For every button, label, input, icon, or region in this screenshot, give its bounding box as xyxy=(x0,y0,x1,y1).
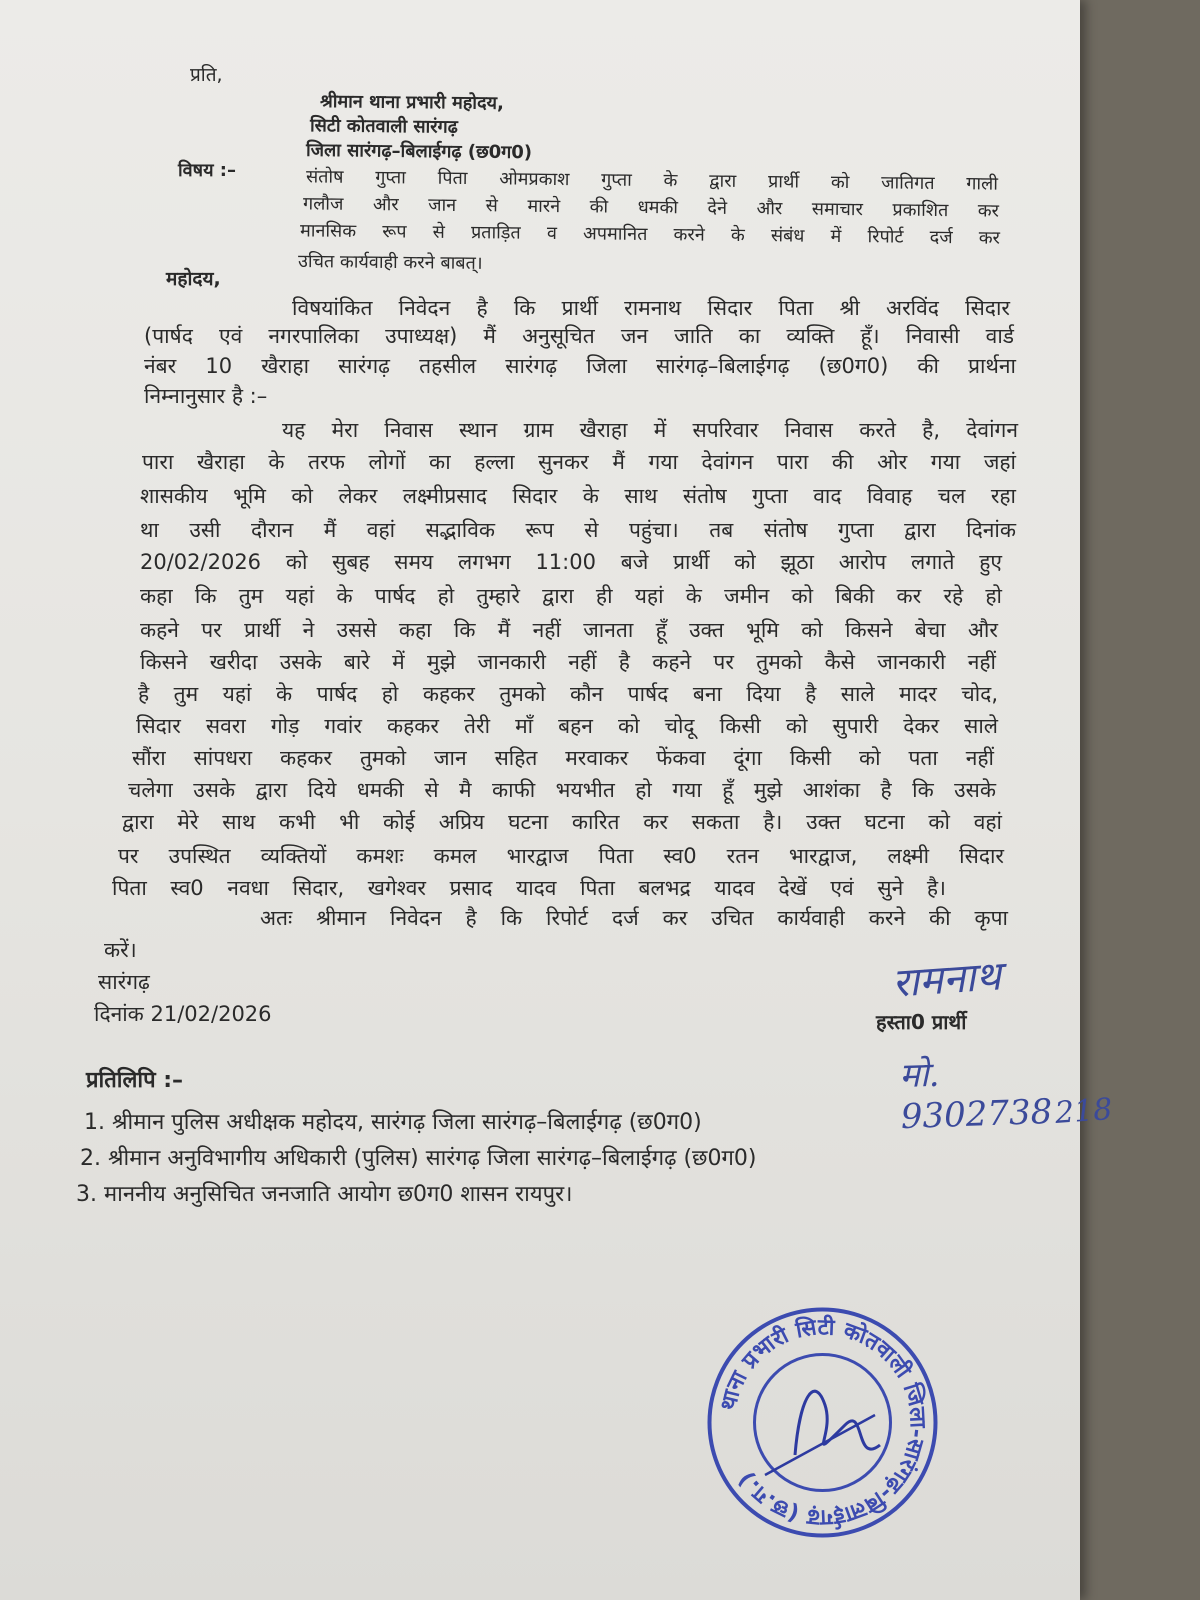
body-line-10: कहा कि तुम यहां के पार्षद हो तुम्हारे द्वारा ही यहां के जमीन को बिकी कर रहे हो xyxy=(140,584,1002,608)
body-line-21: करें। xyxy=(104,938,137,962)
subject-line-2: गलौज और जान से मारने की धमकी देने और समाचार प्रकाशित कर xyxy=(302,193,1000,222)
body-line-15: सौंरा सांपधरा कहकर तुमको जान सहित मरवाकर फेंकवा दूंगा किसी को पता नहीं xyxy=(132,746,994,770)
svg-text:थाना प्रभारी सिटी कोतवाली जिला: थाना प्रभारी सिटी कोतवाली जिला-सारंगढ़-बिलाईगढ़ (छ.ग.) xyxy=(716,1315,930,1530)
handwritten-phone-2: 218 xyxy=(1053,1092,1114,1131)
body-line-3: नंबर 10 खैराहा सारंगढ़ तहसील सारंगढ़ जिला सारंगढ़–बिलाईगढ़ (छ0ग0) की प्रार्थना xyxy=(144,354,1016,378)
body-line-6: पारा खैराहा के तरफ लोगों का हल्ला सुनकर मैं गया देवांगन पारा की ओर गया जहां xyxy=(142,450,1016,474)
body-line-9: 20/02/2026 को सुबह समय लगभग 11:00 बजे प्रार्थी को झूठा आरोप लगाते हुए xyxy=(140,550,1002,574)
official-stamp xyxy=(705,1305,940,1540)
recipient-line-1: श्रीमान थाना प्रभारी महोदय, xyxy=(319,91,504,114)
copy-item-2: 2. श्रीमान अनुविभागीय अधिकारी (पुलिस) सारंगढ़ जिला सारंगढ़–बिलाईगढ़ (छ0ग0) xyxy=(80,1146,757,1171)
recipient-line-3: जिला सारंगढ़–बिलाईगढ़ (छ0ग0) xyxy=(305,139,533,164)
salutation: महोदय, xyxy=(166,268,221,290)
copy-item-1: 1. श्रीमान पुलिस अधीक्षक महोदय, सारंगढ़ जिला सारंगढ़–बिलाईगढ़ (छ0ग0) xyxy=(84,1110,702,1135)
subject-line-1: संतोष गुप्ता पिता ओमप्रकाश गुप्ता के द्वारा प्रार्थी को जातिगत गाली xyxy=(305,166,999,195)
body-line-8: था उसी दौरान मैं वहां सद्भाविक रूप से पहुंचा। तब संतोष गुप्ता द्वारा दिनांक xyxy=(140,518,1016,542)
body-line-2: (पार्षद एवं नगरपालिका उपाध्यक्ष) मैं अनुसूचित जन जाति का व्यक्ति हूँ। निवासी वार्ड xyxy=(144,324,1014,348)
copy-heading: प्रतिलिपि :– xyxy=(86,1068,184,1093)
body-line-16: चलेगा उसके द्वारा दिये धमकी से मै काफी भयभीत हो गया हूँ मुझे आशंका है कि उसके xyxy=(128,778,996,802)
subject-line-3: मानसिक रूप से प्रताड़ित व अपमानित करने के संबंध में रिपोर्ट दर्ज कर xyxy=(299,220,1001,249)
place: सारंगढ़ xyxy=(98,970,150,994)
body-line-7: शासकीय भूमि को लेकर लक्ष्मीप्रसाद सिदार के साथ संतोष गुप्ता वाद विवाह चल रहा xyxy=(140,484,1016,508)
body-line-17: द्वारा मेरे साथ कभी भी कोई अप्रिय घटना कारित कर सकता है। उक्त घटना को वहां xyxy=(122,810,1002,834)
handwritten-phone: मो. 9302738 xyxy=(898,1054,1053,1138)
date: दिनांक 21/02/2026 xyxy=(94,1002,272,1026)
body-line-5: यह मेरा निवास स्थान ग्राम खैराहा में सपरिवार निवास करते है, देवांगन xyxy=(282,418,1018,442)
body-line-11: कहने पर प्रार्थी ने उससे कहा कि मैं नहीं जानता हूँ उक्त भूमि को किसने बेचा और xyxy=(140,618,998,642)
subject-label: विषय :– xyxy=(178,160,236,181)
signature-label: हस्ता0 प्रार्थी xyxy=(876,1010,967,1034)
copy-item-3: 3. माननीय अनुसिचित जनजाति आयोग छ0ग0 शासन रायपुर। xyxy=(76,1182,573,1207)
body-line-1: विषयांकित निवेदन है कि प्रार्थी रामनाथ सिदार पिता श्री अरविंद सिदार xyxy=(292,296,1010,320)
body-line-19: पिता स्व0 नवधा सिदार, खगेश्वर प्रसाद यादव पिता बलभद्र यादव देखें एवं सुने है। xyxy=(112,876,946,900)
subject-line-4: उचित कार्यवाही करने बाबत्। xyxy=(297,251,483,274)
body-line-18: पर उपस्थित व्यक्तियों कमशः कमल भारद्वाज पिता स्व0 रतन भारद्वाज, लक्ष्मी सिदार xyxy=(118,844,1004,868)
body-line-13: है तुम यहां के पार्षद हो कहकर तुमको कौन पार्षद बना दिया है साले मादर चोद, xyxy=(138,682,998,706)
handwritten-signature: रामनाथ xyxy=(890,953,1003,1007)
body-line-4: निम्नानुसार है :– xyxy=(144,384,268,408)
body-line-12: किसने खरीदा उसके बारे में मुझे जानकारी नहीं है कहने पर तुमको कैसे जानकारी नहीं xyxy=(140,650,996,674)
recipient-line-2: सिटी कोतवाली सारंगढ़ xyxy=(309,115,458,138)
body-line-20: अतः श्रीमान निवेदन है कि रिपोर्ट दर्ज कर उचित कार्यवाही करने की कृपा xyxy=(260,906,1008,930)
body-line-14: सिदार सवरा गोड़ गवांर कहकर तेरी माँ बहन को चोदू किसी को सुपारी देकर साले xyxy=(136,714,998,738)
recipient-prefix: प्रति, xyxy=(190,64,223,86)
